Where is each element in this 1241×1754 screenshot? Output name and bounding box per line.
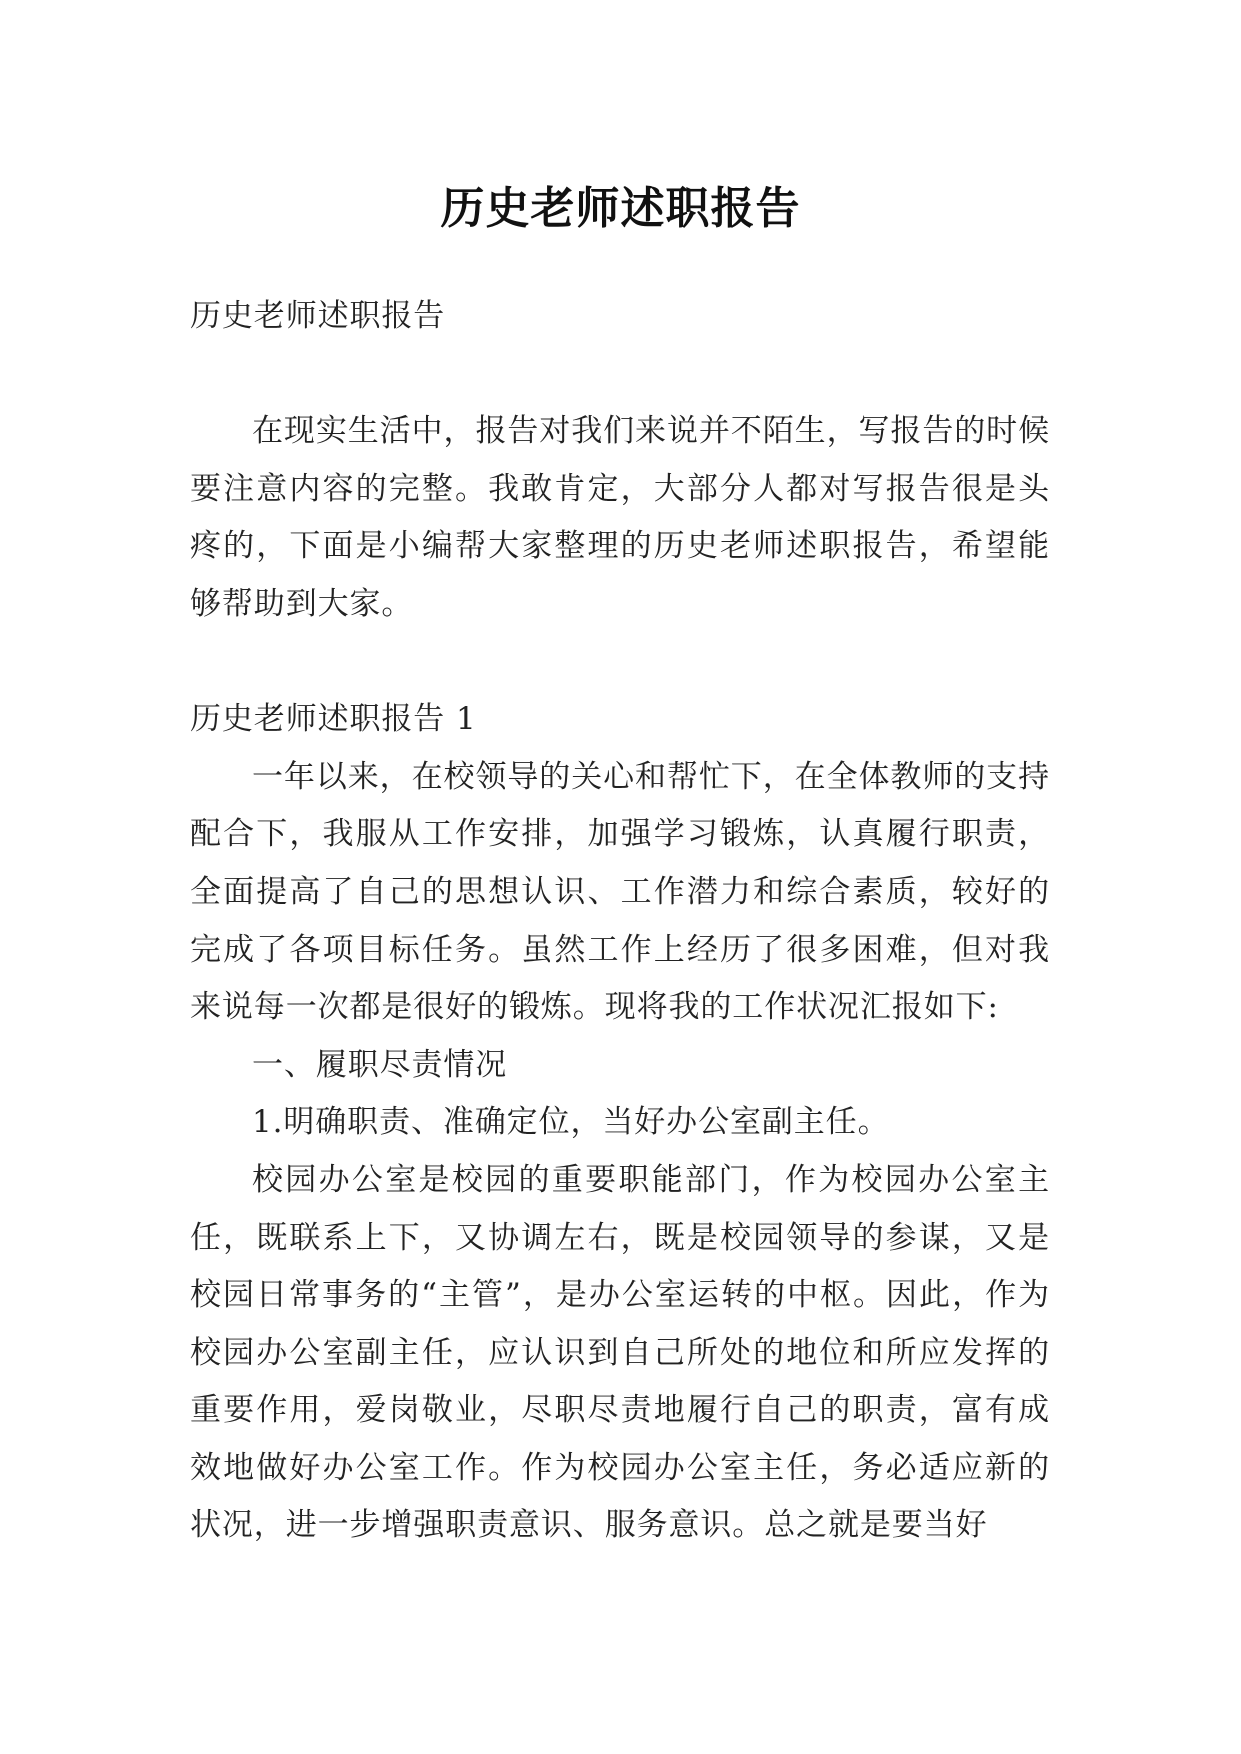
body-paragraph-1: 一年以来，在校领导的关心和帮忙下，在全体教师的支持配合下，我服从工作安排，加强学习锻炼，认真履行职责，全面提高了自己的思想认识、工作潜力和综合素质，较好的完成了各项目标任务。虽然工作上经历了很多困难，但对我来说每一次都是很好的锻炼。现将我的工作状况汇报如下: <box>190 758 1050 1026</box>
document-subtitle: 历史老师述职报告 <box>190 298 446 334</box>
subheading-1-1: 1.明确职责、准确定位，当好办公室副主任。 <box>252 1104 890 1141</box>
section-heading: 历史老师述职报告 1 <box>190 701 477 738</box>
document-title: 历史老师述职报告 <box>440 183 801 235</box>
document-body <box>190 288 1050 1555</box>
body-paragraph-2: 校园办公室是校园的重要职能部门，作为校园办公室主任，既联系上下，又协调左右，既是校园领导的参谋，又是校园日常事务的“主管”，是办公室运转的中枢。因此，作为校园办公室副主任，应认识到自己所处的地位和所应发挥的重要作用，爱岗敬业，尽职尽责地履行自己的职责，富有成效地做好办公室工作。作为校园办公室主任，务必适应新的状况，进一步增强职责意识、服务意识。总之就是要当好 <box>190 1161 1050 1544</box>
intro-paragraph: 在现实生活中，报告对我们来说并不陌生，写报告的时候要注意内容的完整。我敢肯定，大部分人都对写报告很是头疼的，下面是小编帮大家整理的历史老师述职报告，希望能够帮助到大家。 <box>190 413 1050 622</box>
subheading-1: 一、履职尽责情况 <box>252 1046 508 1083</box>
